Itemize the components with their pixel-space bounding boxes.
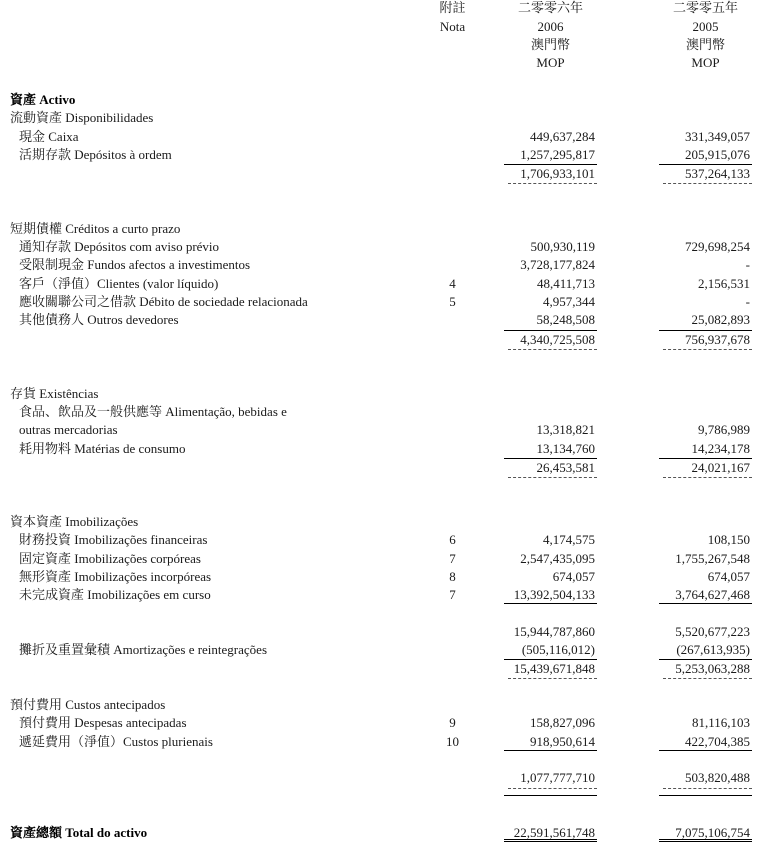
currency-2006-zh: 澳門幣 xyxy=(530,37,570,52)
value-2006: 674,057 xyxy=(552,569,595,584)
note-ref: 4 xyxy=(449,276,456,291)
value-2006: 3,728,177,824 xyxy=(520,257,595,272)
value-2005: 14,234,178 xyxy=(691,441,750,456)
note-ref: 9 xyxy=(449,715,456,730)
row-label: 未完成資產 Imobilizações em curso xyxy=(19,587,211,602)
value-2006: 1,257,295,817 xyxy=(520,147,595,162)
note-ref: 7 xyxy=(449,587,456,602)
nota-header-zh: 附註 xyxy=(439,0,466,15)
total-assets-2005: 7,075,106,754 xyxy=(659,824,752,842)
value-2005: 3,764,627,468 xyxy=(659,586,752,604)
subtotal-2005: 503,820,488 xyxy=(659,769,752,787)
value-2006: 918,950,614 xyxy=(504,733,597,751)
year-2006-zh: 二零零六年 xyxy=(517,0,583,15)
row-label: 通知存款 Depósitos com aviso prévio xyxy=(19,239,220,254)
value-2006: 13,392,504,133 xyxy=(504,586,597,604)
year-2006: 2006 xyxy=(537,19,564,34)
row-label: 固定資產 Imobilizações corpóreas xyxy=(19,551,201,566)
value-2006: 449,637,284 xyxy=(530,129,595,144)
row-label: 攤折及重置彙積 Amortizações e reintegrações xyxy=(19,642,268,657)
subtotal-2005: 5,253,063,288 xyxy=(659,659,752,677)
subtotal-2005: 756,937,678 xyxy=(659,330,752,348)
value-2005: 422,704,385 xyxy=(659,733,752,751)
value-2006: (505,116,012) xyxy=(521,642,595,657)
group-title: 短期債權 Créditos a curto prazo xyxy=(10,221,181,236)
row-label: 現金 Caixa xyxy=(19,129,79,144)
note-ref: 6 xyxy=(449,532,456,547)
value-2005: 331,349,057 xyxy=(685,129,750,144)
value-2006: 58,248,508 xyxy=(536,312,595,327)
value-2006: 48,411,713 xyxy=(536,276,595,291)
value-2005: - xyxy=(745,294,750,309)
group-title: 預付費用 Custos antecipados xyxy=(10,697,166,712)
subtotal-2006: 1,077,777,710 xyxy=(504,769,597,787)
total-assets-2006: 22,591,561,748 xyxy=(504,824,597,842)
value-2005: 81,116,103 xyxy=(691,715,750,730)
group-title: 流動資產 Disponibilidades xyxy=(10,110,154,125)
value-2005: 25,082,893 xyxy=(691,312,750,327)
row-label: 客戶（淨值）Clientes (valor líquido) xyxy=(19,276,219,291)
section-title-assets: 資產 Activo xyxy=(10,92,76,107)
subtotal-2005: 24,021,167 xyxy=(659,458,752,476)
row-label: 無形資產 Imobilizações incorpóreas xyxy=(19,569,212,584)
total-assets-label: 資產總額 Total do activo xyxy=(10,825,148,840)
row-label: 活期存款 Depósitos à ordem xyxy=(19,147,172,162)
currency-2005-zh: 澳門幣 xyxy=(685,37,725,52)
row-label: 受限制現金 Fundos afectos a investimentos xyxy=(19,257,251,272)
value-2006: 4,957,344 xyxy=(543,294,595,309)
row-label: 遞延費用（淨值）Custos plurienais xyxy=(19,734,213,749)
value-2005: 2,156,531 xyxy=(698,276,750,291)
value-2006: 2,547,435,095 xyxy=(520,551,595,566)
note-ref: 10 xyxy=(446,734,459,749)
gross-total-2005: 5,520,677,223 xyxy=(675,624,750,639)
row-label-continued: outras mercadorias xyxy=(19,422,118,437)
currency-2006: MOP xyxy=(536,55,565,70)
row-label: 食品、飲品及一般供應等 Alimentação, bebidas e xyxy=(19,404,287,419)
row-label: 耗用物料 Matérias de consumo xyxy=(19,441,186,456)
value-2006: 4,174,575 xyxy=(543,532,595,547)
value-2005: - xyxy=(745,257,750,272)
subtotal-2006: 26,453,581 xyxy=(504,458,597,476)
value-2005: 729,698,254 xyxy=(685,239,750,254)
row-label: 財務投資 Imobilizações financeiras xyxy=(19,532,208,547)
nota-header: Nota xyxy=(439,19,466,34)
value-2006: 158,827,096 xyxy=(530,715,595,730)
subtotal-2006: 15,439,671,848 xyxy=(504,659,597,677)
gross-total-2006: 15,944,787,860 xyxy=(513,624,595,639)
year-2005: 2005 xyxy=(692,19,719,34)
group-title: 資本資產 Imobilizações xyxy=(10,514,139,529)
row-label: 其他債務人 Outros devedores xyxy=(19,312,179,327)
value-2005: (267,613,935) xyxy=(676,642,750,657)
row-label: 預付費用 Despesas antecipadas xyxy=(19,715,187,730)
value-2006: 13,134,760 xyxy=(536,441,595,456)
subtotal-2005: 537,264,133 xyxy=(659,164,752,182)
note-ref: 7 xyxy=(449,551,456,566)
value-2005: 108,150 xyxy=(707,532,750,547)
value-2006: 500,930,119 xyxy=(530,239,595,254)
subtotal-2006: 1,706,933,101 xyxy=(504,164,597,182)
value-2005: 205,915,076 xyxy=(685,147,750,162)
note-ref: 8 xyxy=(449,569,456,584)
row-label: 應收關聯公司之借款 Débito de sociedade relacionada xyxy=(19,294,308,309)
subtotal-2006: 4,340,725,508 xyxy=(504,330,597,348)
value-2005: 1,755,267,548 xyxy=(675,551,750,566)
value-2005: 674,057 xyxy=(707,569,750,584)
value-2005: 9,786,989 xyxy=(698,422,750,437)
note-ref: 5 xyxy=(449,294,456,309)
group-title: 存貨 Existências xyxy=(10,386,99,401)
currency-2005: MOP xyxy=(691,55,720,70)
year-2005-zh: 二零零五年 xyxy=(672,0,738,15)
value-2006: 13,318,821 xyxy=(536,422,595,437)
